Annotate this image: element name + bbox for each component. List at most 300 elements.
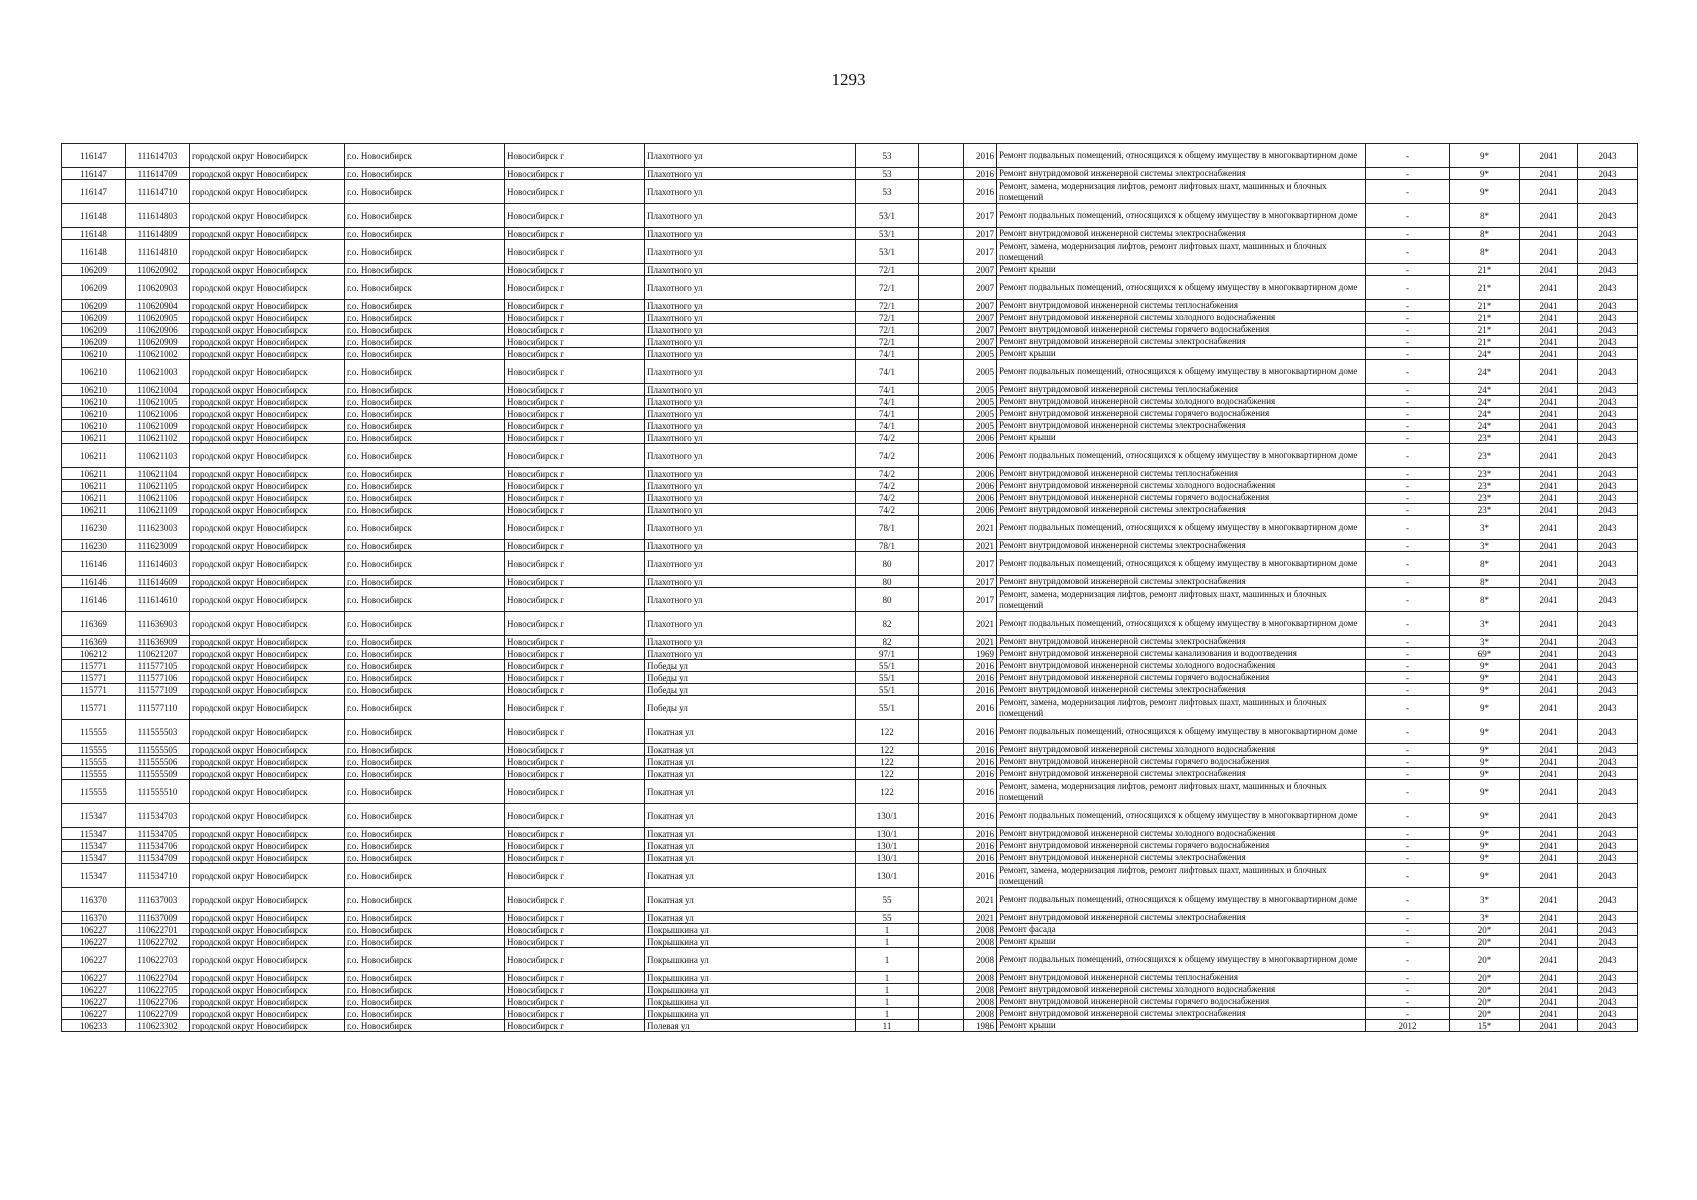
district-cell: г.о. Новосибирск: [345, 312, 505, 324]
house-id-cell: 116146: [62, 576, 126, 588]
work-type-cell: Ремонт подвальных помещений, относящихся к общему имуществу в многоквартирном доме: [997, 516, 1366, 540]
municipality-cell: городской округ Новосибирск: [190, 480, 345, 492]
municipality-cell: городской округ Новосибирск: [190, 348, 345, 360]
house-number-cell: 97/1: [856, 648, 919, 660]
work-type-cell: Ремонт внутридомовой инженерной системы электроснабжения: [997, 420, 1366, 432]
street-cell: Плахотного ул: [645, 336, 856, 348]
settlement-cell: Новосибирск г: [505, 516, 645, 540]
commission-year-cell: 2021: [964, 612, 997, 636]
municipality-cell: городской округ Новосибирск: [190, 840, 345, 852]
last-repair-year-cell: -: [1366, 396, 1450, 408]
plan-end-year-cell: 2043: [1578, 384, 1638, 396]
building-cell: [919, 924, 964, 936]
last-repair-year-cell: -: [1366, 540, 1450, 552]
building-cell: [919, 276, 964, 300]
district-cell: г.о. Новосибирск: [345, 492, 505, 504]
plan-end-year-cell: 2043: [1578, 480, 1638, 492]
plan-end-year-cell: 2043: [1578, 636, 1638, 648]
house-number-cell: 130/1: [856, 828, 919, 840]
municipality-cell: городской округ Новосибирск: [190, 648, 345, 660]
plan-end-year-cell: 2043: [1578, 840, 1638, 852]
house-number-cell: 11: [856, 1020, 919, 1032]
building-cell: [919, 996, 964, 1008]
wear-cell: 23*: [1450, 480, 1520, 492]
building-cell: [919, 312, 964, 324]
house-id-cell: 106227: [62, 996, 126, 1008]
street-cell: Покрышкина ул: [645, 984, 856, 996]
last-repair-year-cell: -: [1366, 312, 1450, 324]
building-cell: [919, 552, 964, 576]
building-cell: [919, 636, 964, 648]
plan-end-year-cell: 2043: [1578, 312, 1638, 324]
house-number-cell: 74/1: [856, 420, 919, 432]
street-cell: Победы ул: [645, 684, 856, 696]
municipality-cell: городской округ Новосибирск: [190, 468, 345, 480]
table-row: [62, 588, 1638, 612]
house-number-cell: 74/1: [856, 360, 919, 384]
plan-end-year-cell: 2043: [1578, 144, 1638, 168]
work-id-cell: 111555510: [126, 780, 190, 804]
work-type-cell: Ремонт внутридомовой инженерной системы электроснабжения: [997, 228, 1366, 240]
work-id-cell: 110620909: [126, 336, 190, 348]
work-type-cell: Ремонт внутридомовой инженерной системы горячего водоснабжения: [997, 756, 1366, 768]
plan-start-year-cell: 2041: [1520, 168, 1578, 180]
plan-end-year-cell: 2043: [1578, 264, 1638, 276]
work-id-cell: 111614610: [126, 588, 190, 612]
page-number: 1293: [831, 70, 866, 89]
plan-end-year-cell: 2043: [1578, 744, 1638, 756]
last-repair-year-cell: -: [1366, 948, 1450, 972]
building-cell: [919, 864, 964, 888]
commission-year-cell: 2006: [964, 504, 997, 516]
commission-year-cell: 2006: [964, 432, 997, 444]
plan-end-year-cell: 2043: [1578, 756, 1638, 768]
building-cell: [919, 168, 964, 180]
table-row: [62, 264, 1638, 276]
street-cell: Плахотного ул: [645, 144, 856, 168]
commission-year-cell: 2007: [964, 312, 997, 324]
wear-cell: 9*: [1450, 840, 1520, 852]
street-cell: Покатная ул: [645, 864, 856, 888]
wear-cell: 24*: [1450, 348, 1520, 360]
work-type-cell: Ремонт внутридомовой инженерной системы холодного водоснабжения: [997, 396, 1366, 408]
plan-end-year-cell: 2043: [1578, 240, 1638, 264]
house-number-cell: 55/1: [856, 660, 919, 672]
building-cell: [919, 852, 964, 864]
wear-cell: 23*: [1450, 432, 1520, 444]
street-cell: Покрышкина ул: [645, 948, 856, 972]
municipality-cell: городской округ Новосибирск: [190, 948, 345, 972]
last-repair-year-cell: -: [1366, 324, 1450, 336]
settlement-cell: Новосибирск г: [505, 804, 645, 828]
building-cell: [919, 804, 964, 828]
district-cell: г.о. Новосибирск: [345, 228, 505, 240]
last-repair-year-cell: -: [1366, 864, 1450, 888]
municipality-cell: городской округ Новосибирск: [190, 360, 345, 384]
plan-start-year-cell: 2041: [1520, 972, 1578, 984]
plan-end-year-cell: 2043: [1578, 768, 1638, 780]
plan-end-year-cell: 2043: [1578, 336, 1638, 348]
district-cell: г.о. Новосибирск: [345, 276, 505, 300]
building-cell: [919, 720, 964, 744]
municipality-cell: городской округ Новосибирск: [190, 672, 345, 684]
commission-year-cell: 2016: [964, 660, 997, 672]
settlement-cell: Новосибирск г: [505, 540, 645, 552]
work-type-cell: Ремонт внутридомовой инженерной системы теплоснабжения: [997, 468, 1366, 480]
house-number-cell: 1: [856, 936, 919, 948]
settlement-cell: Новосибирск г: [505, 264, 645, 276]
settlement-cell: Новосибирск г: [505, 972, 645, 984]
house-id-cell: 106210: [62, 360, 126, 384]
district-cell: г.о. Новосибирск: [345, 804, 505, 828]
building-cell: [919, 972, 964, 984]
plan-start-year-cell: 2041: [1520, 744, 1578, 756]
plan-start-year-cell: 2041: [1520, 180, 1578, 204]
commission-year-cell: 2008: [964, 996, 997, 1008]
settlement-cell: Новосибирск г: [505, 336, 645, 348]
plan-start-year-cell: 2041: [1520, 504, 1578, 516]
municipality-cell: городской округ Новосибирск: [190, 972, 345, 984]
house-id-cell: 115347: [62, 828, 126, 840]
work-type-cell: Ремонт подвальных помещений, относящихся к общему имуществу в многоквартирном доме: [997, 720, 1366, 744]
table-row: [62, 384, 1638, 396]
plan-start-year-cell: 2041: [1520, 864, 1578, 888]
street-cell: Плахотного ул: [645, 552, 856, 576]
last-repair-year-cell: -: [1366, 972, 1450, 984]
work-type-cell: Ремонт внутридомовой инженерной системы холодного водоснабжения: [997, 312, 1366, 324]
work-type-cell: Ремонт внутридомовой инженерной системы холодного водоснабжения: [997, 828, 1366, 840]
district-cell: г.о. Новосибирск: [345, 588, 505, 612]
building-cell: [919, 504, 964, 516]
plan-start-year-cell: 2041: [1520, 804, 1578, 828]
work-id-cell: 111534709: [126, 852, 190, 864]
table-row: [62, 552, 1638, 576]
table-body: [62, 144, 1638, 1032]
house-number-cell: 55/1: [856, 684, 919, 696]
municipality-cell: городской округ Новосибирск: [190, 408, 345, 420]
municipality-cell: городской округ Новосибирск: [190, 768, 345, 780]
plan-end-year-cell: 2043: [1578, 396, 1638, 408]
building-cell: [919, 888, 964, 912]
district-cell: г.о. Новосибирск: [345, 420, 505, 432]
street-cell: Плахотного ул: [645, 540, 856, 552]
work-id-cell: 110621003: [126, 360, 190, 384]
wear-cell: 9*: [1450, 768, 1520, 780]
municipality-cell: городской округ Новосибирск: [190, 240, 345, 264]
plan-start-year-cell: 2041: [1520, 420, 1578, 432]
work-id-cell: 111614603: [126, 552, 190, 576]
commission-year-cell: 2017: [964, 228, 997, 240]
house-id-cell: 106227: [62, 924, 126, 936]
commission-year-cell: 2016: [964, 756, 997, 768]
street-cell: Плахотного ул: [645, 408, 856, 420]
plan-start-year-cell: 2041: [1520, 408, 1578, 420]
municipality-cell: городской округ Новосибирск: [190, 228, 345, 240]
wear-cell: 3*: [1450, 636, 1520, 648]
street-cell: Покрышкина ул: [645, 996, 856, 1008]
commission-year-cell: 2005: [964, 408, 997, 420]
street-cell: Плахотного ул: [645, 324, 856, 336]
work-id-cell: 111614810: [126, 240, 190, 264]
wear-cell: 20*: [1450, 1008, 1520, 1020]
wear-cell: 9*: [1450, 804, 1520, 828]
plan-end-year-cell: 2043: [1578, 516, 1638, 540]
house-id-cell: 106211: [62, 432, 126, 444]
plan-end-year-cell: 2043: [1578, 684, 1638, 696]
wear-cell: 24*: [1450, 396, 1520, 408]
settlement-cell: Новосибирск г: [505, 504, 645, 516]
building-cell: [919, 660, 964, 672]
work-type-cell: Ремонт подвальных помещений, относящихся к общему имуществу в многоквартирном доме: [997, 360, 1366, 384]
municipality-cell: городской округ Новосибирск: [190, 516, 345, 540]
municipality-cell: городской округ Новосибирск: [190, 396, 345, 408]
street-cell: Плахотного ул: [645, 516, 856, 540]
work-id-cell: 111555506: [126, 756, 190, 768]
house-number-cell: 53: [856, 144, 919, 168]
last-repair-year-cell: -: [1366, 408, 1450, 420]
table-row: [62, 984, 1638, 996]
last-repair-year-cell: -: [1366, 936, 1450, 948]
table-row: [62, 756, 1638, 768]
work-type-cell: Ремонт внутридомовой инженерной системы электроснабжения: [997, 852, 1366, 864]
plan-end-year-cell: 2043: [1578, 972, 1638, 984]
work-id-cell: 111636909: [126, 636, 190, 648]
street-cell: Плахотного ул: [645, 300, 856, 312]
street-cell: Покатная ул: [645, 804, 856, 828]
plan-start-year-cell: 2041: [1520, 300, 1578, 312]
table-row: [62, 348, 1638, 360]
table-row: [62, 420, 1638, 432]
district-cell: г.о. Новосибирск: [345, 504, 505, 516]
plan-start-year-cell: 2041: [1520, 432, 1578, 444]
plan-start-year-cell: 2041: [1520, 828, 1578, 840]
plan-end-year-cell: 2043: [1578, 648, 1638, 660]
settlement-cell: Новосибирск г: [505, 864, 645, 888]
house-number-cell: 74/1: [856, 408, 919, 420]
district-cell: г.о. Новосибирск: [345, 408, 505, 420]
municipality-cell: городской округ Новосибирск: [190, 180, 345, 204]
plan-start-year-cell: 2041: [1520, 468, 1578, 480]
plan-start-year-cell: 2041: [1520, 1020, 1578, 1032]
commission-year-cell: 2007: [964, 276, 997, 300]
last-repair-year-cell: -: [1366, 360, 1450, 384]
settlement-cell: Новосибирск г: [505, 276, 645, 300]
plan-start-year-cell: 2041: [1520, 948, 1578, 972]
municipality-cell: городской округ Новосибирск: [190, 276, 345, 300]
building-cell: [919, 360, 964, 384]
district-cell: г.о. Новосибирск: [345, 516, 505, 540]
commission-year-cell: 2016: [964, 144, 997, 168]
house-id-cell: 115555: [62, 756, 126, 768]
house-id-cell: 106209: [62, 276, 126, 300]
work-id-cell: 110623302: [126, 1020, 190, 1032]
work-id-cell: 111534706: [126, 840, 190, 852]
house-id-cell: 106210: [62, 396, 126, 408]
municipality-cell: городской округ Новосибирск: [190, 696, 345, 720]
work-id-cell: 111577110: [126, 696, 190, 720]
work-id-cell: 110621103: [126, 444, 190, 468]
commission-year-cell: 2016: [964, 684, 997, 696]
house-id-cell: 106227: [62, 972, 126, 984]
wear-cell: 23*: [1450, 492, 1520, 504]
commission-year-cell: 2008: [964, 948, 997, 972]
commission-year-cell: 2016: [964, 852, 997, 864]
plan-end-year-cell: 2043: [1578, 888, 1638, 912]
wear-cell: 3*: [1450, 912, 1520, 924]
table-row: [62, 204, 1638, 228]
plan-end-year-cell: 2043: [1578, 420, 1638, 432]
work-type-cell: Ремонт внутридомовой инженерной системы электроснабжения: [997, 684, 1366, 696]
district-cell: г.о. Новосибирск: [345, 264, 505, 276]
street-cell: Плахотного ул: [645, 468, 856, 480]
building-cell: [919, 576, 964, 588]
work-id-cell: 110621109: [126, 504, 190, 516]
table-row: [62, 1008, 1638, 1020]
district-cell: г.о. Новосибирск: [345, 888, 505, 912]
work-id-cell: 110621002: [126, 348, 190, 360]
work-id-cell: 111614703: [126, 144, 190, 168]
street-cell: Покатная ул: [645, 756, 856, 768]
work-type-cell: Ремонт крыши: [997, 936, 1366, 948]
work-id-cell: 110620902: [126, 264, 190, 276]
plan-start-year-cell: 2041: [1520, 336, 1578, 348]
table-row: [62, 696, 1638, 720]
work-type-cell: Ремонт, замена, модернизация лифтов, ремонт лифтовых шахт, машинных и блочных помещений: [997, 696, 1366, 720]
district-cell: г.о. Новосибирск: [345, 696, 505, 720]
plan-end-year-cell: 2043: [1578, 612, 1638, 636]
settlement-cell: Новосибирск г: [505, 636, 645, 648]
commission-year-cell: 2005: [964, 360, 997, 384]
district-cell: г.о. Новосибирск: [345, 660, 505, 672]
plan-end-year-cell: 2043: [1578, 432, 1638, 444]
table-row: [62, 432, 1638, 444]
plan-end-year-cell: 2043: [1578, 1008, 1638, 1020]
settlement-cell: Новосибирск г: [505, 420, 645, 432]
work-id-cell: 111614709: [126, 168, 190, 180]
wear-cell: 8*: [1450, 552, 1520, 576]
wear-cell: 21*: [1450, 324, 1520, 336]
commission-year-cell: 2016: [964, 864, 997, 888]
work-type-cell: Ремонт крыши: [997, 348, 1366, 360]
plan-start-year-cell: 2041: [1520, 936, 1578, 948]
street-cell: Плахотного ул: [645, 480, 856, 492]
table-row: [62, 936, 1638, 948]
house-id-cell: 115347: [62, 852, 126, 864]
building-cell: [919, 408, 964, 420]
district-cell: г.о. Новосибирск: [345, 780, 505, 804]
building-cell: [919, 756, 964, 768]
wear-cell: 69*: [1450, 648, 1520, 660]
building-cell: [919, 744, 964, 756]
district-cell: г.о. Новосибирск: [345, 480, 505, 492]
last-repair-year-cell: -: [1366, 888, 1450, 912]
commission-year-cell: 2006: [964, 480, 997, 492]
house-number-cell: 55: [856, 888, 919, 912]
settlement-cell: Новосибирск г: [505, 312, 645, 324]
house-number-cell: 53: [856, 180, 919, 204]
building-cell: [919, 324, 964, 336]
house-id-cell: 106211: [62, 444, 126, 468]
plan-end-year-cell: 2043: [1578, 492, 1638, 504]
house-id-cell: 116146: [62, 588, 126, 612]
street-cell: Покатная ул: [645, 888, 856, 912]
wear-cell: 8*: [1450, 228, 1520, 240]
work-id-cell: 110621006: [126, 408, 190, 420]
wear-cell: 15*: [1450, 1020, 1520, 1032]
plan-end-year-cell: 2043: [1578, 984, 1638, 996]
work-id-cell: 111534703: [126, 804, 190, 828]
settlement-cell: Новосибирск г: [505, 996, 645, 1008]
table-row: [62, 864, 1638, 888]
work-id-cell: 111614803: [126, 204, 190, 228]
last-repair-year-cell: -: [1366, 432, 1450, 444]
last-repair-year-cell: -: [1366, 552, 1450, 576]
district-cell: г.о. Новосибирск: [345, 204, 505, 228]
municipality-cell: городской округ Новосибирск: [190, 144, 345, 168]
house-number-cell: 74/1: [856, 348, 919, 360]
commission-year-cell: 2016: [964, 672, 997, 684]
last-repair-year-cell: -: [1366, 828, 1450, 840]
commission-year-cell: 2005: [964, 420, 997, 432]
plan-start-year-cell: 2041: [1520, 360, 1578, 384]
plan-start-year-cell: 2041: [1520, 636, 1578, 648]
house-id-cell: 106212: [62, 648, 126, 660]
district-cell: г.о. Новосибирск: [345, 828, 505, 840]
plan-start-year-cell: 2041: [1520, 276, 1578, 300]
capital-repair-table: [61, 143, 1638, 1032]
table-row: [62, 312, 1638, 324]
wear-cell: 21*: [1450, 300, 1520, 312]
district-cell: г.о. Новосибирск: [345, 912, 505, 924]
work-id-cell: 111614609: [126, 576, 190, 588]
house-id-cell: 106211: [62, 480, 126, 492]
district-cell: г.о. Новосибирск: [345, 648, 505, 660]
plan-start-year-cell: 2041: [1520, 672, 1578, 684]
house-number-cell: 74/2: [856, 504, 919, 516]
street-cell: Плахотного ул: [645, 492, 856, 504]
plan-start-year-cell: 2041: [1520, 348, 1578, 360]
building-cell: [919, 840, 964, 852]
building-cell: [919, 516, 964, 540]
table-row: [62, 828, 1638, 840]
plan-end-year-cell: 2043: [1578, 780, 1638, 804]
work-type-cell: Ремонт, замена, модернизация лифтов, ремонт лифтовых шахт, машинных и блочных помещений: [997, 780, 1366, 804]
house-id-cell: 106209: [62, 300, 126, 312]
street-cell: Победы ул: [645, 696, 856, 720]
municipality-cell: городской округ Новосибирск: [190, 168, 345, 180]
building-cell: [919, 492, 964, 504]
house-number-cell: 130/1: [856, 840, 919, 852]
work-type-cell: Ремонт внутридомовой инженерной системы холодного водоснабжения: [997, 660, 1366, 672]
last-repair-year-cell: -: [1366, 636, 1450, 648]
commission-year-cell: 2008: [964, 972, 997, 984]
settlement-cell: Новосибирск г: [505, 948, 645, 972]
street-cell: Покатная ул: [645, 720, 856, 744]
district-cell: г.о. Новосибирск: [345, 240, 505, 264]
building-cell: [919, 936, 964, 948]
street-cell: Плахотного ул: [645, 444, 856, 468]
house-number-cell: 74/2: [856, 492, 919, 504]
street-cell: Плахотного ул: [645, 204, 856, 228]
wear-cell: 8*: [1450, 204, 1520, 228]
house-id-cell: 116148: [62, 240, 126, 264]
work-type-cell: Ремонт внутридомовой инженерной системы электроснабжения: [997, 576, 1366, 588]
work-type-cell: Ремонт внутридомовой инженерной системы горячего водоснабжения: [997, 672, 1366, 684]
settlement-cell: Новосибирск г: [505, 744, 645, 756]
last-repair-year-cell: -: [1366, 228, 1450, 240]
table-row: [62, 516, 1638, 540]
last-repair-year-cell: -: [1366, 840, 1450, 852]
